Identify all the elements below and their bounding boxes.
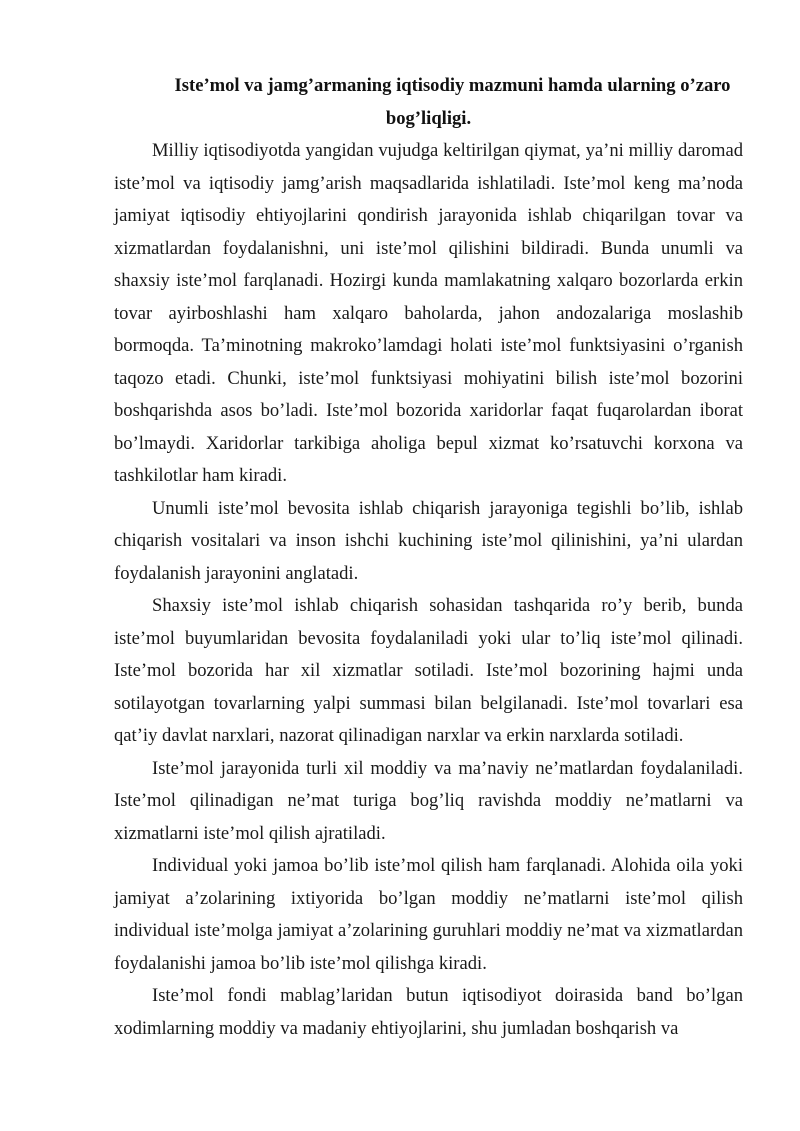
paragraph-2: Unumli iste’mol bevosita ishlab chiqarish jarayoniga tegishli bo’lib, ishlab chiqarish vositalari va inson ishchi kuchining iste’mol qilinishini, ya’ni ulardan foydalanish jarayonini anglatadi. <box>114 497 743 584</box>
document-title <box>114 70 743 103</box>
paragraph-6: Iste’mol fondi mablag’laridan butun iqtisodiyot doirasida band bo’lgan xodimlarning moddiy va madaniy ehtiyojlarini, shu jumladan boshqarish va <box>114 985 743 1039</box>
paragraph-4: Iste’mol jarayonida turli xil moddiy va ma’naviy ne’matlardan foydalaniladi. Iste’mol qilinadigan ne’mat turiga bog’liq ravishda moddiy ne’matlarni va xizmatlarni iste’mol qilish ajratiladi. <box>114 757 743 844</box>
paragraph-5: Individual yoki jamoa bo’lib iste’mol qilish ham farqlanadi. Alohida oila yoki jamiyat a’zolarining ixtiyorida bo’lgan moddiy ne’matlarni iste’mol qilish individual iste’molga jamiyat a’zolarining guruhlari moddiy ne’mat va xizmatlardan foydalanishi jamoa bo’lib iste’mol qilishga kiradi. <box>114 855 743 974</box>
document-body <box>114 70 743 1045</box>
title-line-1: Iste’mol va jamg’armaning iqtisodiy mazmuni hamda ularning o’zaro <box>174 75 731 96</box>
title-line-2: bog’liqligi. <box>385 107 472 129</box>
paragraph-1: Milliy iqtisodiyotda yangidan vujudga keltirilgan qiymat, ya’ni milliy daromad iste’mol va iqtisodiy jamg’arish maqsadlarida ishlatiladi. Iste’mol keng ma’noda jamiyat iqtisodiy ehtiyojlarini qondirish jarayonida ishlab chiqarilgan tovar va xizmatlardan foydalanishni, uni iste’mol qilishini bildiradi. Bunda unumli va shaxsiy iste’mol farqlanadi. Hozirgi kunda mamlakatning xalqaro bozorlarda erkin tovar ayirboshlashi ham xalqaro baholarda, jahon andozalariga moslashib bormoqda. Ta’minotning makroko’lamdagi holati iste’mol funktsiyasini o’rganish taqozo etadi. Chunki, iste’mol funktsiyasi mohiyatini bilish iste’mol bozorini boshqarishda asos bo’ladi. Iste’mol bozorida xaridorlar faqat fuqarolardan iborat bo’lmaydi. Xaridorlar tarkibiga aholiga bepul xizmat ko’rsatuvchi korxona va tashkilotlar ham kiradi. <box>114 140 743 486</box>
paragraph-3: Shaxsiy iste’mol ishlab chiqarish sohasidan tashqarida ro’y berib, bunda iste’mol buyumlaridan bevosita foydalaniladi yoki ular to’liq iste’mol qilinadi. Iste’mol bozorida har xil xizmatlar sotiladi. Iste’mol bozorining hajmi unda sotilayotgan tovarlarning yalpi summasi bilan belgilanadi. Iste’mol tovarlari esa qat’iy davlat narxlari, nazorat qilinadigan narxlar va erkin narxlarda sotiladi. <box>114 595 743 746</box>
